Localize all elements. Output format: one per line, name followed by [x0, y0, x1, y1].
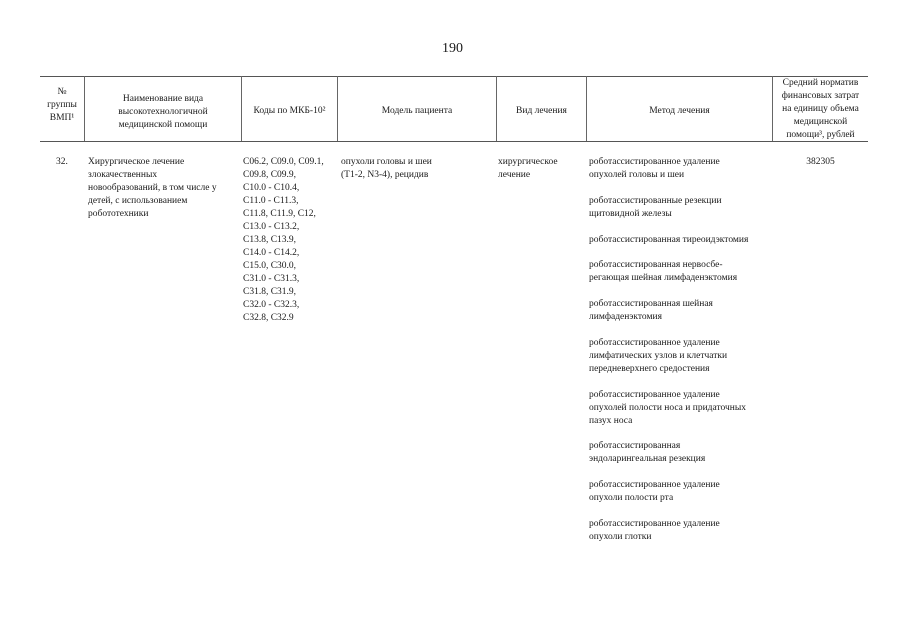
page-number: 190 — [442, 41, 463, 56]
header-model: Модель пациента — [381, 106, 453, 116]
header-codes: Коды по МКБ-10² — [253, 106, 326, 116]
cell-name: Хирургическое лечение злокачественных новообразований, в том числе у детей, с использованием робототехники — [88, 157, 217, 219]
method-item: роботассистированное удаление лимфатических узлов и клетчатки передневерхнего средостения — [589, 338, 728, 374]
method-item: роботассистированное удаление опухолей головы и шеи — [589, 157, 720, 180]
method-item: роботассистированное удаление опухоли глотки — [589, 519, 720, 542]
header-treatment-type: Вид лечения — [516, 106, 567, 116]
cell-group-number: 32. — [56, 157, 68, 167]
header-name: Наименование вида высокотехнологичной медицинской помощи — [118, 94, 208, 130]
method-item: роботассистированная шейная лимфаденэктомия — [589, 299, 713, 322]
header-cost: Средний норматив финансовых затрат на единицу объема медицинской помощи³, рублей — [781, 78, 860, 140]
method-item: роботассистированное удаление опухолей полости носа и придаточных пазух носа — [589, 390, 746, 426]
method-item: роботассистированная эндоларингеальная резекция — [589, 441, 706, 464]
cell-model: опухоли головы и шеи (T1-2, N3-4), рецидив — [341, 157, 432, 180]
table-header-border — [40, 141, 868, 142]
header-method: Метод лечения — [649, 106, 710, 116]
table-top-border — [40, 76, 868, 77]
method-item: роботассистированное удаление опухоли полости рта — [589, 480, 720, 503]
method-item: роботассистированная тиреоидэктомия — [589, 235, 749, 245]
cell-codes: C06.2, C09.0, C09.1, C09.8, C09.9, C10.0 - C10.4, C11.0 - C11.3, C11.8, C11.9, C12, C13.0 - C13.2, C13.8, C13.9, C14.0 - C14.2, C15.0, C30.0, C31.0 - C31.3, C31.8, C31.9, C32.0 - C32.3, C32.8, C32.9 — [243, 157, 324, 323]
cell-cost: 382305 — [806, 157, 835, 167]
cell-treatment-type: хирургическое лечение — [498, 157, 558, 180]
method-item: роботассистированная нервосбе- регающая шейная лимфаденэктомия — [589, 260, 738, 283]
method-item: роботассистированные резекции щитовидной железы — [589, 196, 722, 219]
header-group: № группы ВМП¹ — [47, 87, 77, 123]
